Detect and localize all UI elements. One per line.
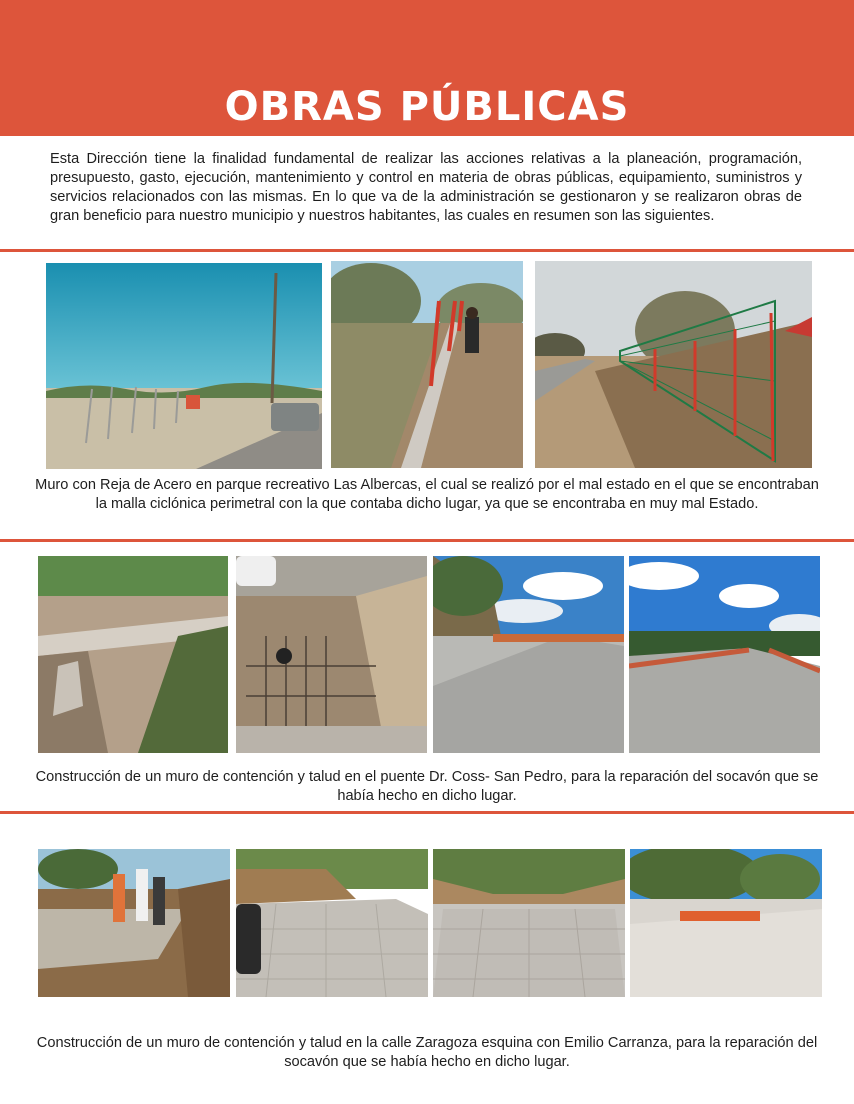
section-3-photo-4: [630, 849, 822, 997]
intro-paragraph: Esta Dirección tiene la finalidad fundamental de realizar las acciones relativas a la planeación, programación, presupuesto, gasto, ejecución, mantenimiento y control en materia de obras públicas, equipamiento, suministros y servicios relacionados con las mismas. En lo que va de la administración se gestionaron y se realizaron obras de gran beneficio para nuestro municipio y nuestros habitantes, las cuales en resumen son las siguientes.: [50, 151, 802, 224]
section-3-photo-3: [433, 849, 625, 997]
section-1-photo-1: [46, 263, 322, 469]
section-2-photo-2: [236, 556, 427, 753]
section-2-photo-1: [38, 556, 228, 753]
section-1-caption: Muro con Reja de Acero en parque recreativo Las Albercas, el cual se realizó por el mal estado en el que se encontraban la malla ciclónica perimetral con la que contaba dicho lugar, ya que se encontraba en muy mal Estado.: [35, 477, 819, 512]
section-divider: [0, 811, 854, 814]
section-2-photo-3: [433, 556, 624, 753]
section-divider: [0, 249, 854, 252]
section-3-caption: Construcción de un muro de contención y talud en la calle Zaragoza esquina con Emilio Carranza, para la reparación del socavón que se había hecho en dicho lugar.: [36, 1035, 818, 1070]
section-3-photo-1: [38, 849, 230, 997]
section-1-photo-2: [331, 261, 523, 468]
section-3-photo-2: [236, 849, 428, 997]
section-2-photo-4: [629, 556, 820, 753]
page-title: OBRAS PÚBLICAS: [224, 84, 630, 130]
section-1-photo-3: [535, 261, 812, 468]
section-divider: [0, 539, 854, 542]
section-2-caption: Construcción de un muro de contención y talud en el puente Dr. Coss- San Pedro, para la reparación del socavón que se había hecho en dicho lugar.: [35, 769, 819, 804]
